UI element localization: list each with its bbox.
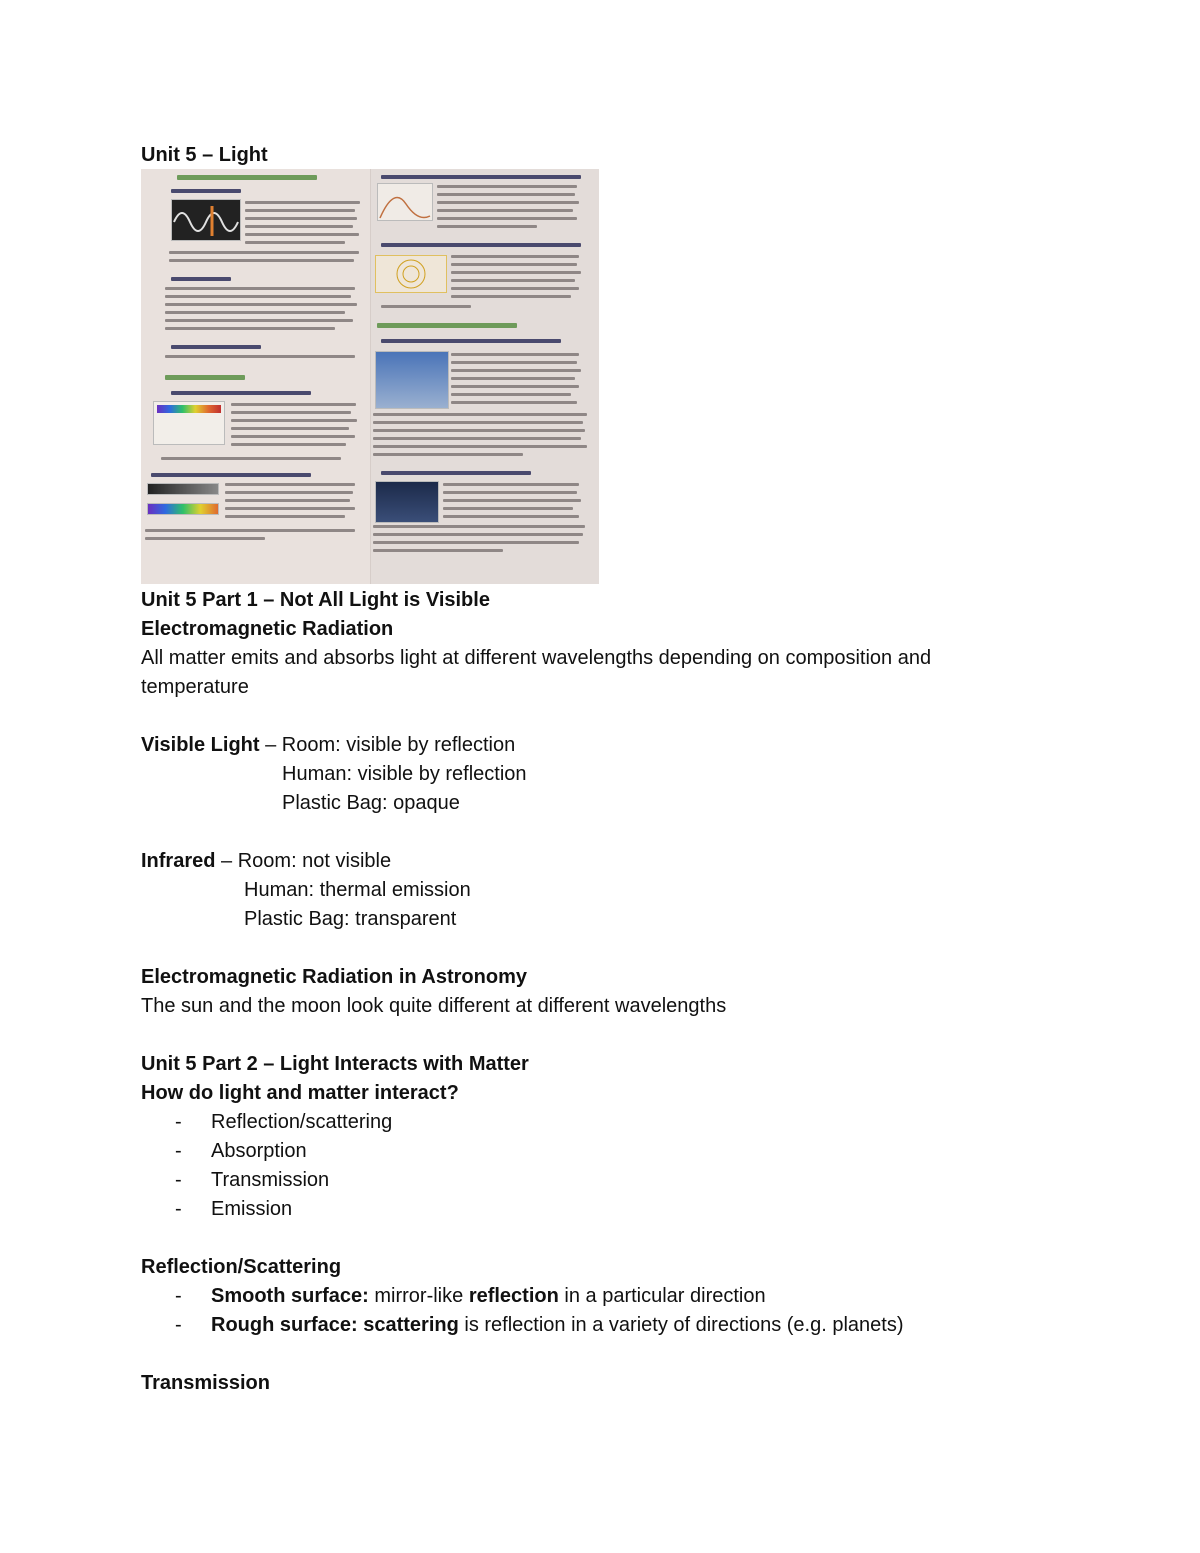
reflection-heading: Reflection/Scattering: [141, 1256, 342, 1278]
wave-figure: [171, 199, 241, 241]
visible-light-label: Visible Light: [141, 734, 260, 756]
visible-human: Human: visible by reflection: [282, 763, 527, 785]
page-title: Unit 5 – Light: [141, 144, 268, 166]
list-item: - Rough surface: scattering is reflection in a variety of directions (e.g. planets): [175, 1314, 904, 1336]
infrared-label: Infrared: [141, 850, 216, 872]
em-radiation-heading: Electromagnetic Radiation: [141, 618, 394, 640]
infrared-human: Human: thermal emission: [244, 879, 471, 901]
list-item: - Absorption: [175, 1140, 307, 1162]
infrared-room: Room: not visible: [237, 850, 392, 872]
photo-left-column: [141, 169, 370, 584]
list-item: - Transmission: [175, 1169, 330, 1191]
interaction-question: How do light and matter interact?: [141, 1082, 459, 1104]
astronomy-heading: Electromagnetic Radiation in Astronomy: [141, 966, 527, 988]
list-item: - Reflection/scattering: [175, 1111, 393, 1133]
em-text-line1: All matter emits and absorbs light at different wavelengths depending on composition and: [141, 647, 932, 669]
spectrum-figure: [153, 401, 225, 445]
infrared-entry: Infrared – Room: not visible: [141, 850, 392, 872]
doppler-figure: [375, 255, 447, 293]
part1-section: [141, 586, 931, 1398]
em-text-line2: temperature: [141, 676, 249, 698]
photo-right-column: [370, 169, 599, 584]
list-item: - Smooth surface: mirror-like reflection in a particular direction: [175, 1285, 766, 1307]
transmission-heading: Transmission: [141, 1372, 270, 1394]
list-item: - Emission: [175, 1198, 293, 1220]
telescope-figure: [375, 351, 449, 409]
blackbody-figure: [377, 183, 433, 221]
space-telescope-figure: [375, 481, 439, 523]
visible-bag: Plastic Bag: opaque: [282, 792, 460, 814]
textbook-summary-photo: [141, 169, 599, 584]
visible-room: Room: visible by reflection: [281, 734, 516, 756]
part2-heading: Unit 5 Part 2 – Light Interacts with Matter: [141, 1053, 529, 1075]
visible-light-entry: Visible Light – Room: visible by reflection: [141, 734, 516, 756]
part1-heading: Unit 5 Part 1 – Not All Light is Visible: [141, 589, 490, 611]
infrared-bag: Plastic Bag: transparent: [244, 908, 457, 930]
astronomy-text: The sun and the moon look quite different at different wavelengths: [141, 995, 727, 1017]
